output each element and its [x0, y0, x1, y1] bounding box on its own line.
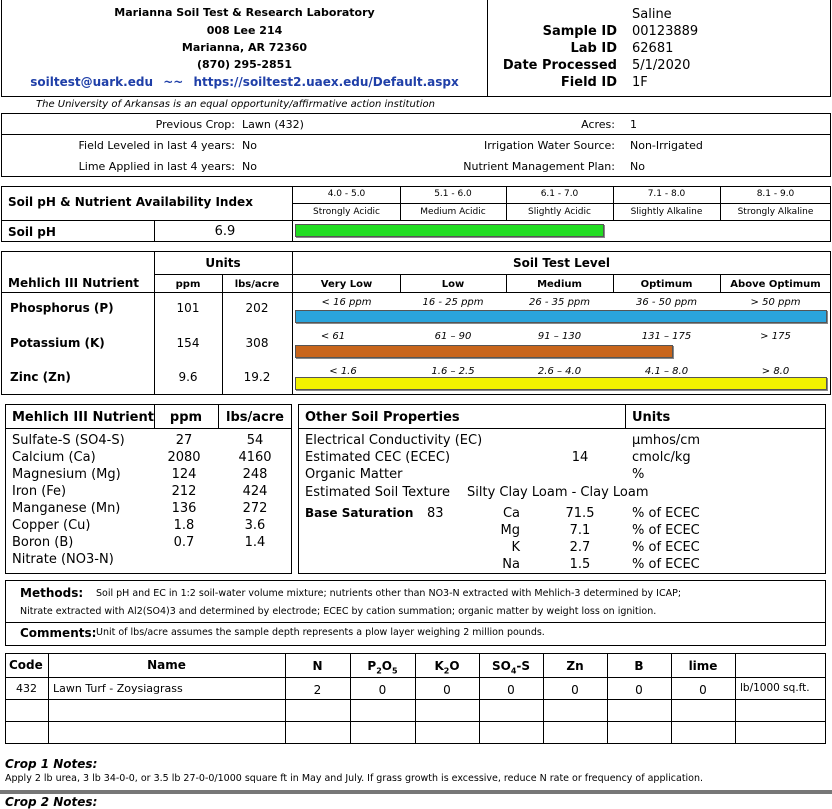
ec-units: µmhos/cm [632, 433, 701, 448]
secondary-nutrient-ppm: 124 [171, 467, 197, 482]
lab-contact-line [1, 76, 488, 88]
base-saturation-el: Ca [502, 506, 520, 521]
om-units: % [632, 467, 645, 482]
level-subheader-divider [1, 292, 831, 293]
other-units-header: Units [632, 410, 671, 425]
ph-range-slightly-alkaline: 7.1 - 8.0 [647, 189, 686, 199]
ph-desc-strongly-alkaline: Strongly Alkaline [737, 207, 814, 217]
rec-b: 0 [635, 683, 643, 697]
secondary-nutrient-name: Iron (Fe) [12, 484, 67, 499]
cec-label: Estimated CEC (ECEC) [305, 450, 451, 465]
date-processed-label: Date Processed [502, 58, 617, 73]
range-label: 4.1 – 8.0 [644, 366, 689, 377]
potassium-level-bar [295, 345, 673, 358]
secondary-nutrient-ppm: 212 [171, 484, 197, 499]
rec-b-header: B [634, 659, 644, 673]
secondary-nutrient-name: Nitrate (NO3-N) [12, 552, 114, 567]
secondary-nutrient-ppm: 27 [175, 433, 193, 448]
crop-2-notes-title: Crop 2 Notes: [5, 795, 98, 809]
level-optimum: Optimum [640, 279, 693, 290]
secondary-nutrient-lbs: 248 [242, 467, 268, 482]
secondary-nutrient-ppm: 136 [171, 501, 197, 516]
secondary-nutrient-lbs: 424 [242, 484, 268, 499]
rec-s: 0 [507, 683, 515, 697]
rec-k: 0 [443, 683, 451, 697]
secondary-nutrient-name: Magnesium (Mg) [12, 467, 121, 482]
cec-units: cmolc/kg [632, 450, 691, 465]
rec-col-divider [735, 653, 736, 744]
secondary-header-divider [5, 428, 292, 429]
lab-address-line1: 008 Lee 214 [206, 24, 283, 37]
nutrient-plan-value: No [630, 160, 645, 173]
rec-name: Lawn Turf - Zoysiagrass [53, 682, 183, 695]
previous-crop-value: Lawn (432) [242, 118, 304, 131]
range-label: < 1.6 [329, 366, 357, 377]
soil-ph-value: 6.9 [214, 224, 236, 239]
range-label: 1.6 – 2.5 [431, 366, 475, 377]
base-saturation-value: 1.5 [569, 557, 591, 572]
ph-desc-medium-acidic: Medium Acidic [420, 207, 486, 217]
secondary-nutrient-ppm: 0.7 [173, 535, 195, 550]
ph-range-medium-acidic: 5.1 - 6.0 [434, 189, 472, 199]
range-label: > 50 ppm [750, 297, 801, 308]
ppm-header: ppm [175, 279, 201, 290]
methods-divider [5, 622, 826, 623]
phosphorus-level-bar [295, 310, 827, 323]
nutrient-ppm: 154 [176, 336, 200, 350]
comments-text: Unit of lbs/acre assumes the sample depth represents a plow layer weighing 2 million pounds. [96, 627, 545, 638]
crop-1-notes-title: Crop 1 Notes: [5, 757, 98, 771]
nutrient-name: Phosphorus (P) [10, 301, 114, 315]
range-label: 61 – 90 [434, 331, 472, 342]
nutrient-plan-label: Nutrient Management Plan: [463, 160, 615, 173]
rec-name-header: Name [147, 658, 186, 672]
nutrient-name: Zinc (Zn) [10, 370, 71, 384]
rec-lime: 0 [699, 683, 707, 697]
contact-separator: ~~ [163, 75, 184, 89]
ph-range-slightly-acidic: 6.1 - 7.0 [540, 189, 579, 199]
rec-k2o-header: $K_2O$ [434, 659, 460, 676]
lab-id-label: Lab ID [570, 41, 617, 56]
secondary-nutrient-name: Copper (Cu) [12, 518, 91, 533]
lab-name: Marianna Soil Test & Research Laboratory [114, 6, 375, 19]
base-saturation-label: Base Saturation [305, 506, 414, 520]
date-processed-value: 5/1/2020 [632, 58, 691, 73]
base-saturation-el: Mg [500, 523, 520, 538]
previous-crop-label: Previous Crop: [155, 118, 235, 131]
lime-applied-value: No [242, 160, 257, 173]
nutrient-lbs: 202 [245, 301, 269, 315]
range-label: < 61 [320, 331, 346, 342]
ph-range-divider [292, 203, 831, 204]
sample-id-label: Sample ID [542, 24, 617, 39]
acres-label: Acres: [581, 118, 615, 131]
lab-website-link[interactable]: https://soiltest2.uaex.edu/Default.aspx [193, 75, 459, 89]
lbs-header: lbs/acre [234, 279, 280, 290]
rec-n-header: N [312, 659, 323, 673]
secondary-nutrient-ppm: 2080 [167, 450, 201, 465]
secondary-nutrient-lbs: 4160 [238, 450, 272, 465]
secondary-nutrient-ppm: 1.8 [173, 518, 195, 533]
ph-index-bar [295, 224, 604, 237]
range-label: 16 - 25 ppm [422, 297, 484, 308]
base-saturation-value: 7.1 [569, 523, 591, 538]
eoe-statement: The University of Arkansas is an equal opportunity/affirmative action institution [36, 99, 435, 110]
field-leveled-label: Field Leveled in last 4 years: [78, 139, 235, 152]
level-above-optimum: Above Optimum [730, 279, 821, 290]
ph-range-strongly-acidic: 4.0 - 5.0 [327, 189, 366, 199]
nutrient-ppm: 101 [176, 301, 200, 315]
rec-zn-header: Zn [566, 659, 584, 673]
info-divider [1, 134, 831, 135]
secondary-nutrient-header: Mehlich III Nutrient [12, 410, 154, 425]
level-header-divider [154, 274, 831, 275]
irrigation-label: Irrigation Water Source: [484, 139, 615, 152]
soil-test-level-header: Soil Test Level [513, 256, 610, 270]
notes-divider [0, 790, 832, 794]
range-label: 26 - 35 ppm [528, 297, 591, 308]
acres-value: 1 [630, 118, 637, 131]
units-header: Units [205, 256, 241, 270]
ph-label-divider [154, 220, 155, 242]
other-col-divider [625, 404, 626, 428]
rec-p: 0 [378, 683, 387, 697]
mehlich-header: Mehlich III Nutrient [8, 276, 140, 290]
lime-applied-label: Lime Applied in last 4 years: [78, 160, 235, 173]
nutrient-ppm: 9.6 [178, 370, 198, 384]
range-label: > 175 [760, 331, 791, 342]
base-saturation-value: 2.7 [569, 540, 591, 555]
ph-row-divider [1, 220, 831, 221]
secondary-nutrient-name: Boron (B) [12, 535, 74, 550]
secondary-nutrient-lbs: 1.4 [244, 535, 266, 550]
rec-lime-header: lime [688, 659, 718, 673]
secondary-nutrient-name: Manganese (Mn) [12, 501, 121, 516]
base-saturation-value: 71.5 [565, 506, 595, 521]
base-saturation-units: % of ECEC [632, 557, 700, 572]
other-header-divider [298, 428, 826, 429]
range-label: 36 - 50 ppm [635, 297, 698, 308]
ph-section-title: Soil pH & Nutrient Availability Index [8, 195, 253, 209]
secondary-nutrient-lbs: 54 [246, 433, 264, 448]
methods-label: Methods: [20, 586, 84, 600]
field-leveled-value: No [242, 139, 257, 152]
base-saturation-value: 83 [427, 506, 444, 521]
texture-value: Silty Clay Loam - Clay Loam [467, 485, 649, 500]
ph-desc-slightly-alkaline: Slightly Alkaline [630, 207, 703, 217]
secondary-nutrient-name: Calcium (Ca) [12, 450, 96, 465]
comments-label: Comments: [20, 626, 97, 640]
field-id-label: Field ID [560, 75, 617, 90]
nutrient-lbs: 308 [245, 336, 269, 350]
methods-line2: Nitrate extracted with Al2(SO4)3 and determined by electrode; ECEC by cation summation; organic matter by weight loss on ignition. [20, 606, 657, 617]
range-label: < 16 ppm [321, 297, 372, 308]
soil-ph-label: Soil pH [8, 225, 56, 239]
level-low: Low [441, 279, 465, 290]
irrigation-value: Non-Irrigated [630, 139, 703, 152]
range-label: 2.6 – 4.0 [537, 366, 582, 377]
base-saturation-units: % of ECEC [632, 540, 700, 555]
nutrient-name: Potassium (K) [10, 336, 105, 350]
ph-range-strongly-alkaline: 8.1 - 9.0 [756, 189, 795, 199]
range-label: 131 – 175 [641, 331, 692, 342]
rec-n: 2 [313, 683, 322, 697]
range-label: 91 – 130 [537, 331, 582, 342]
secondary-nutrient-lbs: 272 [242, 501, 268, 516]
level-medium: Medium [537, 279, 582, 290]
rec-so4s-header: $SO_4-S$ [491, 659, 531, 676]
base-saturation-el: K [511, 540, 520, 555]
texture-label: Estimated Soil Texture [305, 485, 450, 500]
level-very-low: Very Low [320, 279, 373, 290]
secondary-nutrient-name: Sulfate-S (SO4-S) [12, 433, 125, 448]
crop-1-notes-text: Apply 2 lb urea, 3 lb 34-0-0, or 3.5 lb 27-0-0/1000 square ft in May and July. If grass growth is excessive, reduce N rate or frequency of application. [5, 773, 704, 784]
lab-email-link[interactable]: soiltest@uark.edu [30, 75, 153, 89]
sample-county: Saline [632, 7, 672, 22]
lab-address-line2: Marianna, AR 72360 [181, 41, 308, 54]
secondary-ppm-header: ppm [169, 410, 203, 425]
sample-id-value: 00123889 [632, 24, 699, 39]
rec-code-header: Code [9, 658, 43, 672]
rec-zn: 0 [571, 683, 579, 697]
secondary-lbs-header: lbs/acre [226, 410, 284, 425]
other-properties-header: Other Soil Properties [305, 410, 460, 425]
field-id-value: 1F [632, 75, 648, 90]
zinc-level-bar [295, 377, 827, 390]
methods-line1: Soil pH and EC in 1:2 soil-water volume mixture; nutrients other than NO3-N extracted with Mehlich-3 determined by ICAP; [96, 588, 682, 599]
om-label: Organic Matter [305, 467, 403, 482]
base-saturation-units: % of ECEC [632, 506, 700, 521]
nutrient-lbs: 19.2 [243, 370, 271, 384]
lab-phone: (870) 295-2851 [197, 58, 292, 71]
base-saturation-units: % of ECEC [632, 523, 700, 538]
lab-id-value: 62681 [632, 41, 674, 56]
secondary-nutrient-lbs: 3.6 [244, 518, 266, 533]
rec-p2o5-header: $P_2O_5$ [367, 659, 398, 676]
range-label: > 8.0 [761, 366, 790, 377]
cec-value: 14 [571, 450, 589, 465]
ph-desc-slightly-acidic: Slightly Acidic [528, 207, 591, 217]
rec-code: 432 [16, 682, 37, 695]
base-saturation-el: Na [502, 557, 520, 572]
rec-units: lb/1000 sq.ft. [740, 682, 810, 694]
ph-desc-strongly-acidic: Strongly Acidic [313, 207, 380, 217]
ec-label: Electrical Conductivity (EC) [305, 433, 483, 448]
